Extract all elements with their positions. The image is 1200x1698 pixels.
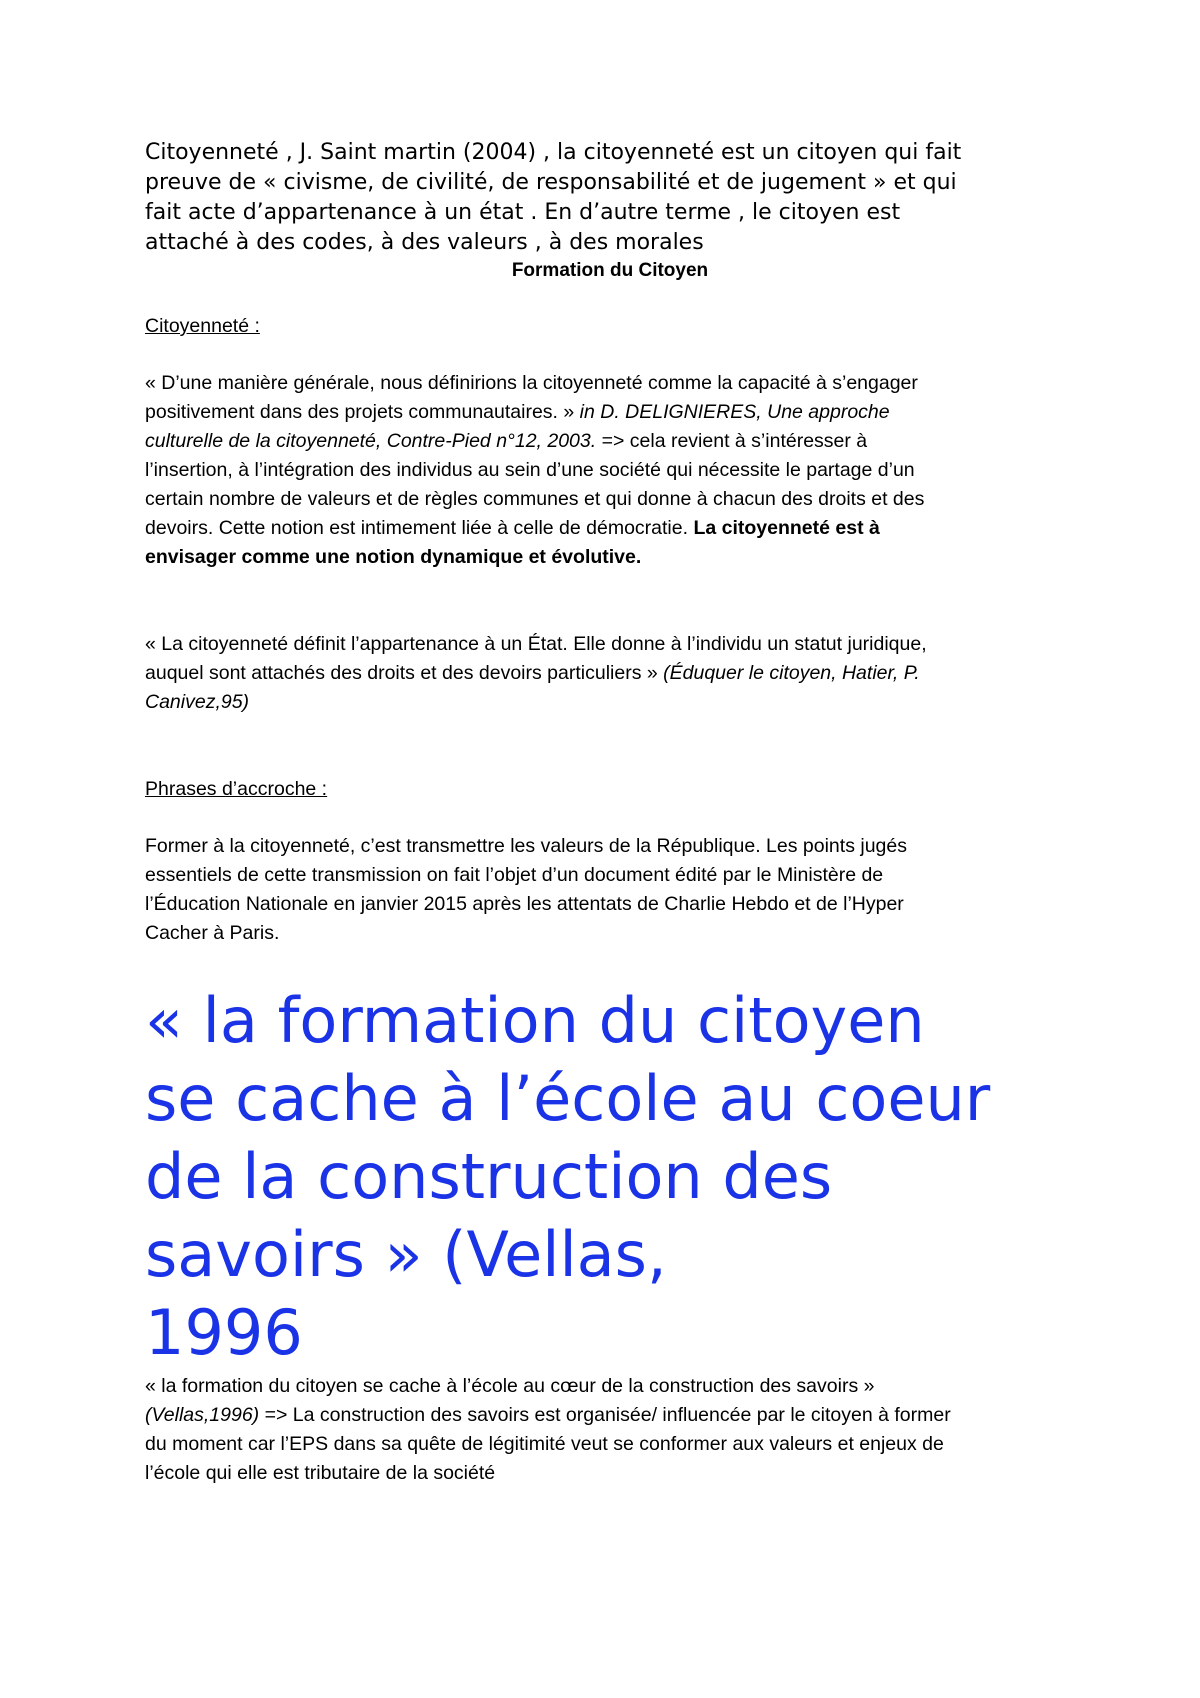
accroche-paragraph bbox=[145, 832, 1075, 948]
citation: (Vellas,1996) bbox=[145, 1404, 260, 1426]
text-line: => La construction des savoirs est organisée/ influencée par le citoyen à former bbox=[259, 1404, 951, 1426]
big-quote-line: savoirs » (Vellas, bbox=[145, 1218, 667, 1291]
text-line: essentiels de cette transmission on fait l’objet d’un document édité par le Ministère de bbox=[145, 864, 884, 886]
big-quote-line: se cache à l’école au coeur bbox=[145, 1062, 991, 1135]
citation: Canivez,95) bbox=[145, 691, 250, 713]
emphasis: envisager comme une notion dynamique et évolutive. bbox=[145, 546, 642, 568]
intro-line: preuve de « civisme, de civilité, de responsabilité et de jugement » et qui bbox=[145, 170, 957, 195]
text-line: l’Éducation Nationale en janvier 2015 après les attentats de Charlie Hebdo et de l’Hyper bbox=[145, 893, 904, 915]
text-line: Former à la citoyenneté, c’est transmettre les valeurs de la République. Les points jugés bbox=[145, 835, 907, 857]
big-quote-line: « la formation du citoyen bbox=[145, 984, 925, 1057]
citation: in D. DELIGNIERES, Une approche bbox=[579, 401, 890, 423]
text-line: positivement dans des projets communautaires. » bbox=[145, 401, 580, 423]
text-line: devoirs. Cette notion est intimement liée à celle de démocratie. bbox=[145, 517, 694, 539]
intro-line: Citoyenneté , J. Saint martin (2004) , la citoyenneté est un citoyen qui fait bbox=[145, 140, 962, 165]
citation: culturelle de la citoyenneté, Contre-Pied n°12, 2003. bbox=[145, 430, 597, 452]
closing-paragraph bbox=[145, 1372, 1075, 1488]
text-line: « La citoyenneté définit l’appartenance à un État. Elle donne à l’individu un statut juridique, bbox=[145, 633, 927, 655]
text-line: l’insertion, à l’intégration des individus au sein d’une société qui nécessite le partage d’un bbox=[145, 459, 915, 481]
section-heading-accroche: Phrases d’accroche : bbox=[145, 778, 328, 800]
text-line: certain nombre de valeurs et de règles communes et qui donne à chacun des droits et des bbox=[145, 488, 925, 510]
intro-paragraph bbox=[145, 138, 1075, 258]
text-line: Cacher à Paris. bbox=[145, 922, 280, 944]
document-page bbox=[145, 138, 1075, 1488]
quote-paragraph bbox=[145, 630, 1075, 717]
big-quote-line: 1996 bbox=[145, 1296, 303, 1369]
emphasis: La citoyenneté est à bbox=[693, 517, 880, 539]
text-line: « la formation du citoyen se cache à l’école au cœur de la construction des savoirs » bbox=[145, 1375, 875, 1397]
text-line: l’école qui elle est tributaire de la société bbox=[145, 1462, 496, 1484]
definition-paragraph bbox=[145, 369, 1075, 572]
document-title: Formation du Citoyen bbox=[511, 260, 709, 281]
big-quote-line: de la construction des bbox=[145, 1140, 833, 1213]
citation: (Éduquer le citoyen, Hatier, P. bbox=[663, 662, 920, 684]
intro-line: attaché à des codes, à des valeurs , à des morales bbox=[145, 230, 704, 255]
text-line: du moment car l’EPS dans sa quête de légitimité veut se conformer aux valeurs et enjeux de bbox=[145, 1433, 944, 1455]
text-line: => cela revient à s’intéresser à bbox=[596, 430, 868, 452]
section-heading-citoyennete: Citoyenneté : bbox=[145, 315, 260, 337]
text-line: auquel sont attachés des droits et des devoirs particuliers » bbox=[145, 662, 664, 684]
text-line: « D’une manière générale, nous définirions la citoyenneté comme la capacité à s’engager bbox=[145, 372, 918, 394]
intro-line: fait acte d’appartenance à un état . En d’autre terme , le citoyen est bbox=[145, 200, 901, 225]
big-quote bbox=[145, 982, 1075, 1372]
